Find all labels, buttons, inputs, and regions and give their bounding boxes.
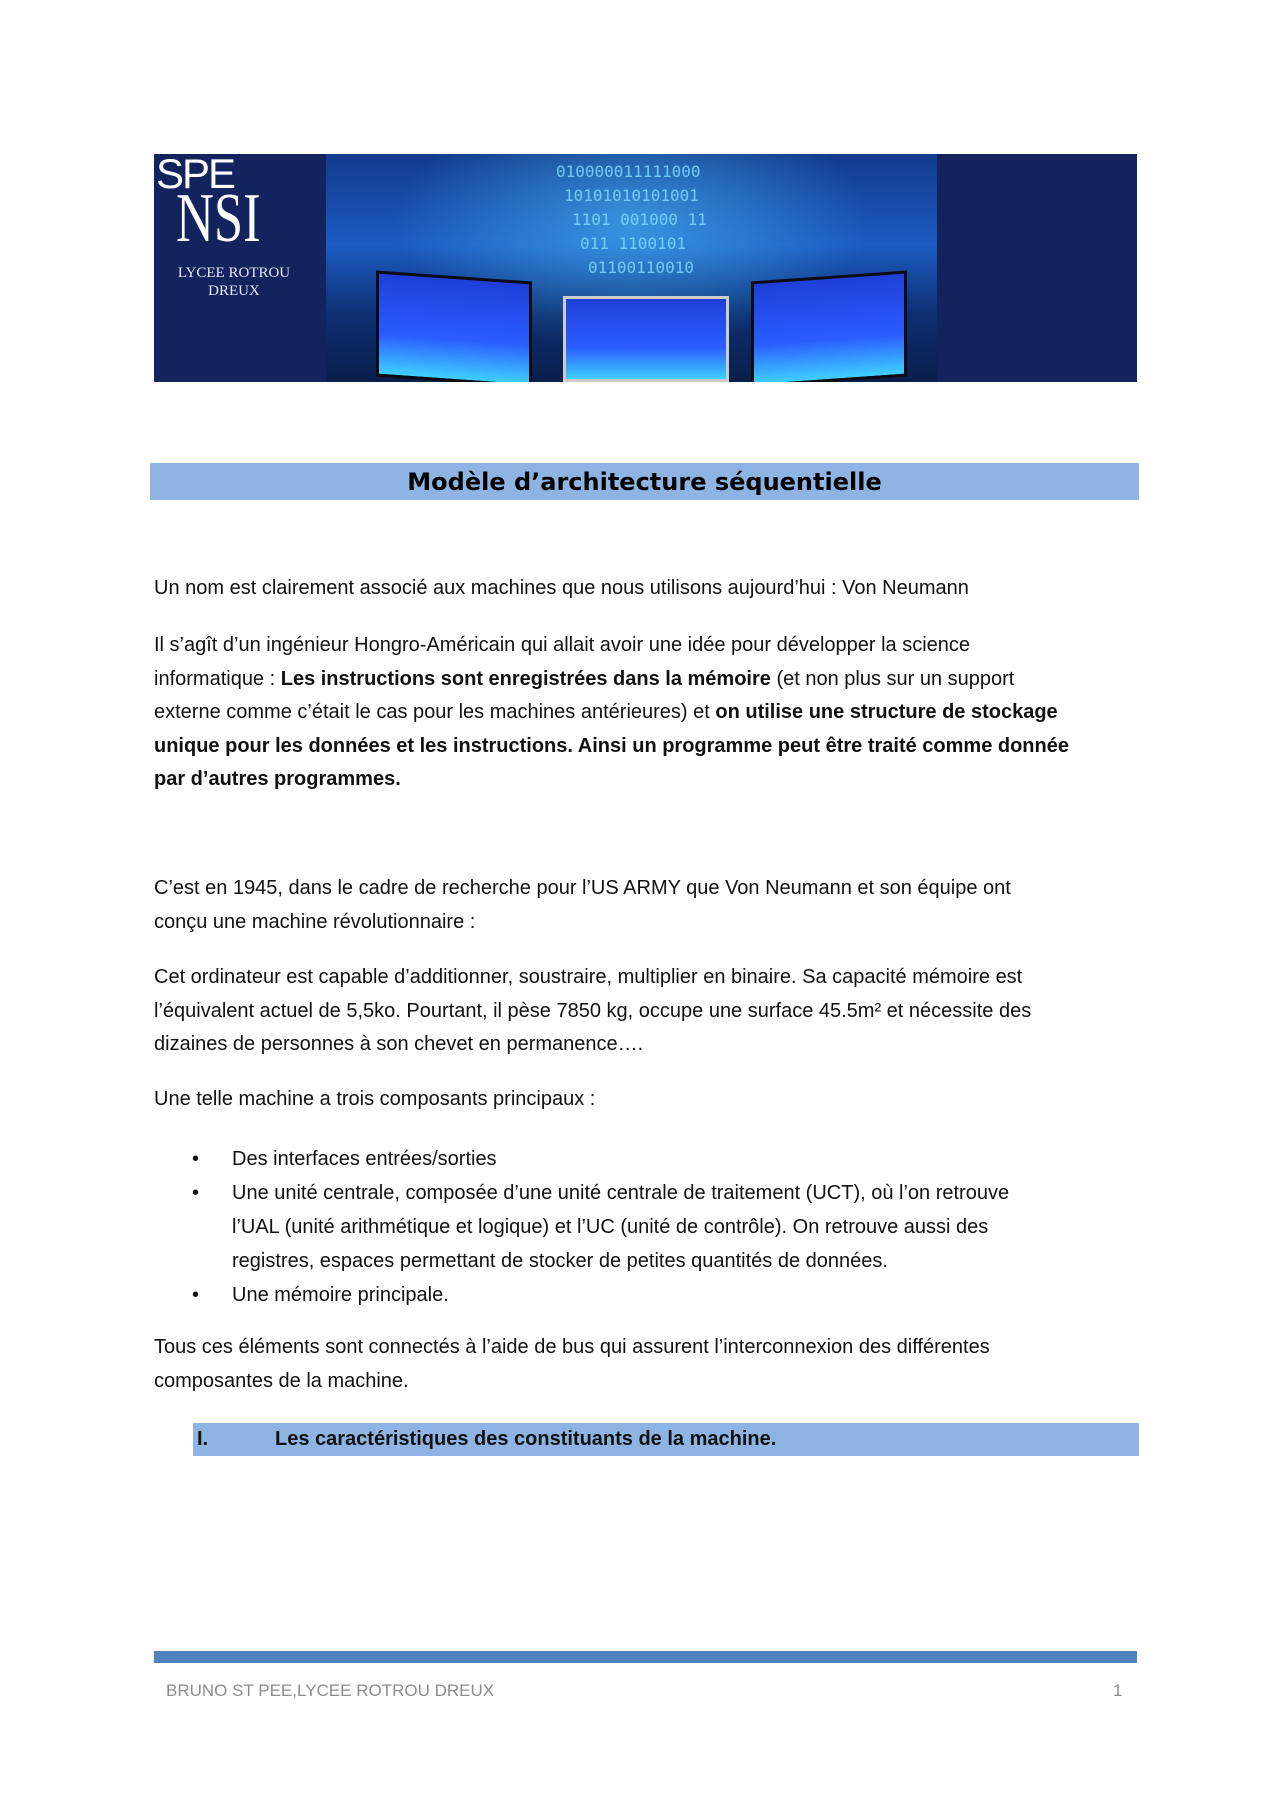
paragraph-1945	[154, 872, 1011, 939]
text-line	[154, 961, 1031, 995]
paragraph-intro	[154, 572, 969, 606]
logo-spe: SPE	[156, 154, 235, 197]
text: composantes de la machine.	[154, 1369, 409, 1392]
text-line	[154, 1083, 595, 1117]
text-line	[154, 995, 1031, 1029]
text-line	[154, 1331, 990, 1365]
text: Tous ces éléments sont connectés à l’aide de bus qui assurent l’interconnexion des différentes	[154, 1336, 990, 1358]
logo-school-city: DREUX	[208, 283, 260, 299]
binary-row: 10101010101001	[564, 186, 699, 205]
laptop-screen-right	[751, 271, 907, 382]
paragraph-capacity	[154, 961, 1031, 1062]
text-line	[154, 1365, 990, 1399]
list-item-line: registres, espaces permettant de stocker de petites quantités de données.	[232, 1250, 888, 1272]
bullet-icon: •	[192, 1284, 200, 1306]
text: externe comme c’était le cas pour les machines antérieures) et	[154, 701, 716, 723]
text-line	[154, 629, 1069, 663]
binary-row: 1101 001000 11	[572, 210, 707, 229]
text: Une telle machine a trois composants principaux :	[154, 1088, 596, 1110]
logo-nsi: NSI	[176, 180, 261, 257]
bullet-icon: •	[192, 1148, 200, 1170]
text: Cet ordinateur est capable d’additionner, soustraire, multiplier en binaire. Sa capacité mémoire est	[154, 966, 1023, 988]
text: Il s’agît d’un ingénieur Hongro-Américain qui allait avoir une idée pour développer la science	[154, 634, 971, 656]
list-item-line: l’UAL (unité arithmétique et logique) et l’UC (unité de contrôle). On retrouve aussi des	[232, 1216, 989, 1238]
paragraph-bus	[154, 1331, 990, 1398]
bold-text: on utilise une structure de stockage	[715, 701, 1058, 723]
laptop-screen-center	[563, 296, 729, 382]
binary-code-image	[556, 160, 707, 280]
list-item	[154, 1176, 1009, 1278]
text: C’est en 1945, dans le cadre de recherche pour l’US ARMY que Von Neumann et son équipe ont	[154, 877, 1011, 899]
section-title: Les caractéristiques des constituants de la machine.	[275, 1428, 777, 1450]
bold-text: Les instructions sont enregistrées dans la mémoire	[280, 667, 771, 690]
laptop-screen-left	[376, 271, 532, 382]
binary-row: 010000011111000	[556, 162, 701, 181]
bullet-icon: •	[192, 1182, 200, 1204]
component-list	[154, 1142, 1009, 1312]
binary-row: 01100110010	[588, 258, 694, 277]
text-line	[154, 763, 1069, 797]
text-line	[154, 730, 1069, 764]
list-item-line: Une mémoire principale.	[232, 1284, 449, 1306]
text: Un nom est clairement associé aux machines que nous utilisons aujourd’hui : Von Neumann	[154, 577, 969, 599]
page-number: 1	[1113, 1681, 1123, 1700]
list-item	[154, 1142, 1009, 1176]
text: conçu une machine révolutionnaire :	[154, 910, 476, 933]
page-title-bar	[150, 463, 1139, 500]
footer-author: BRUNO ST PEE,LYCEE ROTROU DREUX	[166, 1681, 495, 1700]
logo-school-name: LYCEE ROTROU	[177, 265, 291, 281]
paragraph-components	[154, 1083, 595, 1117]
text-line	[154, 572, 969, 606]
footer-divider	[154, 1651, 1137, 1663]
header-banner	[154, 154, 1137, 382]
banner-image	[326, 154, 937, 382]
text: l’équivalent actuel de 5,5ko. Pourtant, il pèse 7850 kg, occupe une surface 45.5m² et nécessite des	[154, 999, 1032, 1022]
text: informatique :	[154, 667, 281, 690]
bold-text: par d’autres programmes.	[154, 768, 401, 790]
text: (et non plus sur un support	[770, 667, 1015, 690]
list-item-line: Une unité centrale, composée d’une unité centrale de traitement (UCT), où l’on retrouve	[232, 1182, 1010, 1204]
text-line	[154, 1028, 1031, 1062]
text-line	[154, 696, 1069, 730]
paragraph-von-neumann	[154, 629, 1069, 797]
section-heading	[193, 1423, 1139, 1456]
text-line	[154, 872, 1011, 906]
text-line	[154, 906, 1011, 940]
text-line	[154, 663, 1069, 697]
binary-row: 011 1100101	[580, 234, 686, 253]
page-title: Modèle d’architecture séquentielle	[407, 467, 882, 496]
list-item-line: Des interfaces entrées/sorties	[232, 1148, 497, 1170]
logo-school	[174, 264, 294, 300]
bold-text: unique pour les données et les instructions. Ainsi un programme peut être traité comme donnée	[154, 734, 1069, 757]
text: dizaines de personnes à son chevet en permanence….	[154, 1033, 644, 1055]
list-item	[154, 1278, 1009, 1312]
section-number: I.	[197, 1428, 209, 1450]
